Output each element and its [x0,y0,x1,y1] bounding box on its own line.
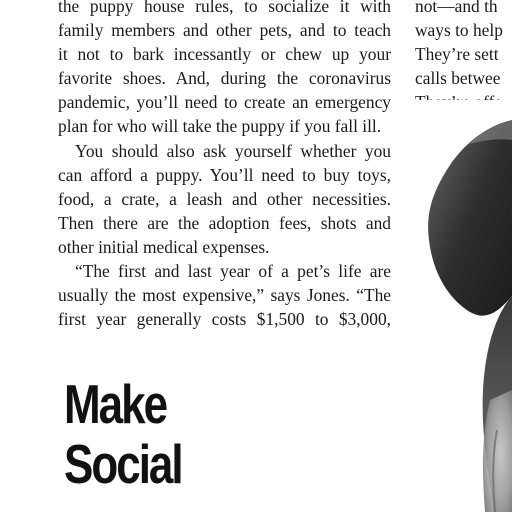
body-text-line: “The first and last year of a pet’s life are [75,261,391,282]
body-text-line: the puppy house rules, to socialize it with [58,0,391,16]
body-text-line: food, a crate, a leash and other necessities. [58,188,391,209]
left-text-column [58,0,391,331]
body-text-line: ways to help [415,20,503,41]
body-text-line: usually the most expensive,” says Jones. “The [58,285,391,306]
section-headline [64,374,182,494]
body-text-line: They’re sett [415,44,499,65]
body-text-line: plan for who will take the puppy if you fall ill. [58,116,382,137]
body-text-line: first year generally costs $1,500 to $3,000, [58,309,391,330]
body-text-line: Then there are the adoption fees, shots and [58,212,391,233]
body-text-line: not—and th [415,0,498,16]
body-text-line: it not to bark incessantly or chew up your [58,44,391,65]
headline-line-1: Make [64,373,167,435]
body-text-line: can afford a puppy. You’ll need to buy toys, [58,164,391,185]
body-text-line: calls betwee [415,68,501,89]
body-text-line: favorite shoes. And, during the coronavirus [58,68,391,89]
right-text-column [415,0,512,114]
body-text-line: You should also ask yourself whether you [75,140,391,161]
dog-photo [395,100,512,512]
body-text-line: family members and other pets, and to teach [58,20,391,41]
headline-line-2: Social [64,433,182,495]
body-text-line: other initial medical expenses. [58,236,270,257]
body-text-line: pandemic, you’ll need to create an emergency [58,92,391,113]
